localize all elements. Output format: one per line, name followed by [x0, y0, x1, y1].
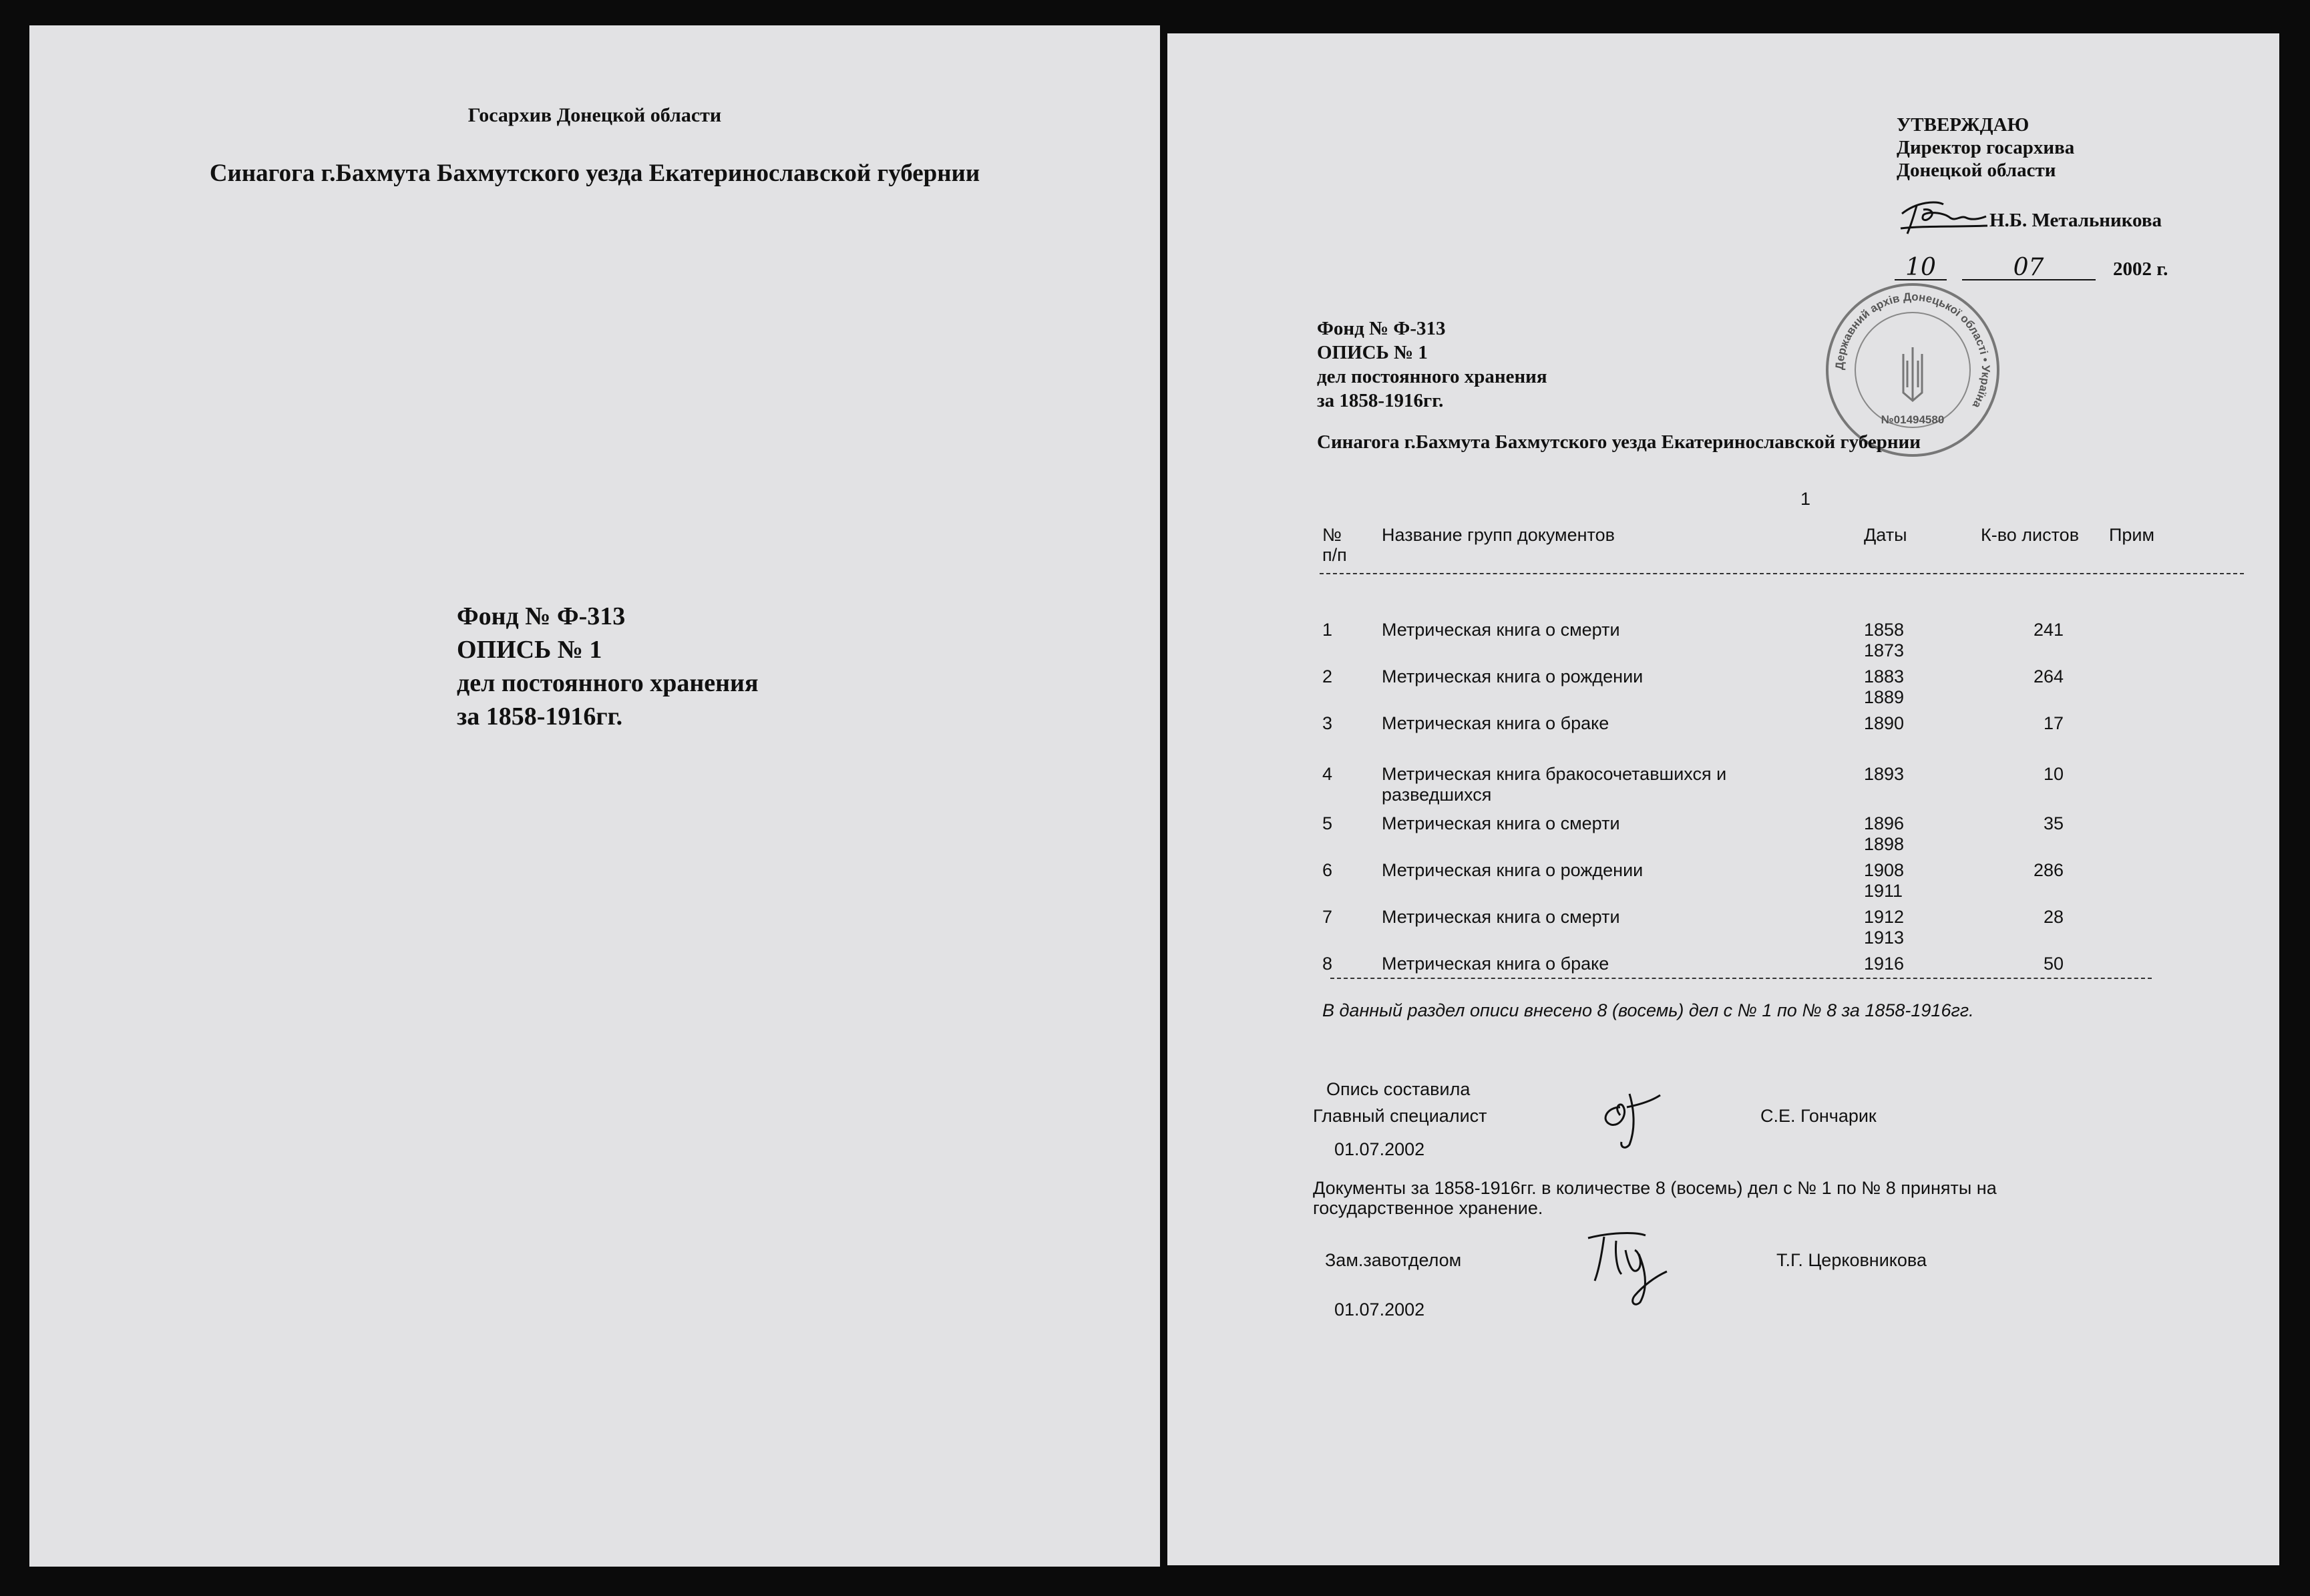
table-row: 5 Метрическая книга о смерти 1896 1898 35	[1322, 813, 2064, 854]
fond-number: Фонд № Ф-313	[457, 602, 626, 630]
organization-name: Синагога г.Бахмута Бахмутского уезда Екатеринославской губернии	[1317, 431, 1921, 453]
approval-heading: УТВЕРЖДАЮ	[1897, 114, 2030, 136]
deputy-signature	[1581, 1223, 1675, 1310]
header-notes: Прим	[2109, 525, 2155, 545]
acceptance-text: Документы за 1858-1916гг. в количестве 8 (восемь) дел с № 1 по № 8 приняты на государственное хранение.	[1313, 1178, 1997, 1218]
approval-date	[1895, 256, 2168, 280]
table-row: 7 Метрическая книга о смерти 1912 1913 28	[1322, 907, 2064, 948]
table-row: 1 Метрическая книга о смерти 1858 1873 241	[1322, 620, 2064, 660]
header-divider	[1320, 573, 2244, 574]
table-row: 8 Метрическая книга о браке 1916 50	[1322, 954, 2064, 974]
header-sheets: К-во листов	[1981, 525, 2080, 545]
compiled-by-label: Опись составила	[1326, 1079, 1471, 1099]
summary-text: В данный раздел описи внесено 8 (восемь) дел с № 1 по № 8 за 1858-1916гг.	[1322, 1000, 1974, 1020]
stamp-text: Державний архів Донецької області • Україна	[1833, 290, 1993, 411]
fond-block	[1317, 317, 1547, 413]
date-range: за 1858-1916гг.	[457, 703, 623, 731]
fund-title: Синагога г.Бахмута Бахмутского уезда Екатеринославской губернии	[209, 160, 980, 187]
approval-block	[1897, 114, 2074, 182]
table-row: 4 Метрическая книга бракосочетавшихся и разведшихся 1893 10	[1322, 764, 2064, 805]
compiled-date: 01.07.2002	[1334, 1139, 1425, 1159]
chief-position: Главный специалист	[1313, 1106, 1487, 1126]
accepted-date: 01.07.2002	[1334, 1300, 1425, 1320]
inventory-page	[1167, 33, 2279, 1565]
chief-name: С.Е. Гончарик	[1760, 1106, 1877, 1126]
director-name: Н.Б. Метальникова	[1989, 210, 2162, 231]
approval-day: 10	[1895, 256, 1947, 280]
approval-year: 2002 г.	[2113, 258, 2168, 280]
header-name: Название групп документов	[1382, 525, 1615, 545]
inventory-number: ОПИСЬ № 1	[457, 636, 602, 664]
storage-type: дел постоянного хранения	[457, 669, 759, 697]
date-range: за 1858-1916гг.	[1317, 390, 1444, 411]
table-row: 3 Метрическая книга о браке 1890 17	[1322, 713, 2064, 733]
header-dates: Даты	[1864, 525, 1907, 545]
storage-type: дел постоянного хранения	[1317, 366, 1547, 387]
approval-month: 07	[1962, 256, 2096, 280]
approver-position-2: Донецкой области	[1897, 160, 2056, 181]
table-bottom-divider	[1330, 978, 2152, 979]
cover-page	[29, 25, 1160, 1567]
table-row: 2 Метрическая книга о рождении 1883 1889 264	[1322, 666, 2064, 707]
stamp-code: №01494580	[1881, 413, 1945, 426]
deputy-position: Зам.завотделом	[1325, 1250, 1462, 1270]
chief-signature	[1593, 1080, 1667, 1154]
approver-position-1: Директор госархива	[1897, 137, 2075, 158]
trident-emblem-icon	[1903, 347, 1922, 401]
header-num: № п/п	[1322, 525, 1347, 565]
page-number: 1	[1800, 489, 1811, 509]
fond-block	[457, 600, 759, 733]
inventory-number: ОПИСЬ № 1	[1317, 342, 1428, 363]
fond-number: Фонд № Ф-313	[1317, 318, 1446, 339]
deputy-name: Т.Г. Церковникова	[1776, 1250, 1927, 1270]
table-row: 6 Метрическая книга о рождении 1908 1911 286	[1322, 860, 2064, 901]
director-signature	[1897, 195, 1990, 242]
archive-name: Госархив Донецкой области	[467, 104, 722, 126]
